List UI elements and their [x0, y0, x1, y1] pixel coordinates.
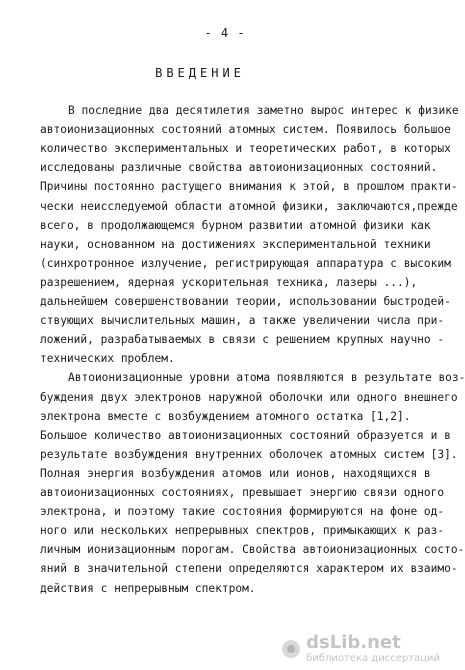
text-line: автоионизационных состояниях, превышает энергию связи одного: [40, 486, 445, 499]
text-line: ложений, разрабатываемых в связи с решением крупных научно -: [40, 333, 445, 347]
text-line: Полная энергия возбуждения атомов или ионов, находящихся в: [40, 466, 431, 480]
text-line: всего, в продолжающемся бурном развитии атомной физики как: [40, 218, 431, 232]
text-line: электрона вместе с возбуждением атомного остатка [1,2].: [40, 409, 411, 423]
text-line: количество экспериментальных и теоретических работ, в которых: [40, 142, 451, 156]
text-line: ного или нескольких непрерывных спектров, примыкающих к раз-: [40, 524, 445, 538]
text-line: В последние два десятилетия заметно вырос интерес к физике: [68, 104, 459, 117]
text-line: буждения двух электронов наружной оболочки или одного внешнего: [40, 390, 458, 404]
footer-watermark: [282, 634, 440, 664]
text-line: Причины постоянно растущего внимания к этой, в прошлом практи-: [40, 180, 458, 194]
text-line: электрона, и поэтому такие состояния формируются на фоне од-: [40, 505, 445, 519]
text-line: разрешением, ядерная ускорительная техника, лазеры ...),: [40, 275, 418, 289]
text-line: науки, основанном на достижениях экспериментальной техники: [40, 237, 431, 251]
text-line: результате возбуждения внутренних оболочек атомных систем [3].: [40, 447, 458, 461]
text-line: чески неисследуемой области атомной физики, заключаются,прежде: [40, 199, 458, 213]
text-line: Большое количество автоионизационных состояний образуется и в: [40, 428, 451, 442]
text-line: Автоионизационные уровни атома появляются в результате воз-: [68, 371, 465, 385]
text-line: дальнейшем совершенствовании теории, использовании быстродей-: [40, 295, 451, 308]
logo-text: [306, 634, 440, 664]
text-line: технических проблем.: [40, 352, 175, 366]
text-line: (синхротронное излучение, регистрирующая аппаратура с высоким: [40, 256, 451, 270]
logo-tagline: библиотека диссертаций: [306, 653, 440, 664]
text-line: ствующих вычислительных машин, а также увеличении числа при-: [40, 314, 445, 328]
section-heading: ВВЕДЕНИЕ: [155, 66, 245, 80]
text-line: действия с непрерывным спектром.: [40, 581, 256, 595]
dslib-logo-icon: [282, 640, 300, 658]
text-line: личным ионизационным порогам. Свойства автоионизационных состо-: [40, 543, 465, 557]
logo-brand: dsLib.net: [306, 632, 401, 653]
text-line: автоионизационных состояний атомных систем. Появилось большое: [40, 123, 451, 137]
page-number: - 4 -: [204, 26, 246, 40]
text-line: яний в значительной степени определяются характером их взаимо-: [40, 562, 458, 576]
text-line: исследованы различные свойства автоионизационных состояний.: [40, 161, 438, 175]
